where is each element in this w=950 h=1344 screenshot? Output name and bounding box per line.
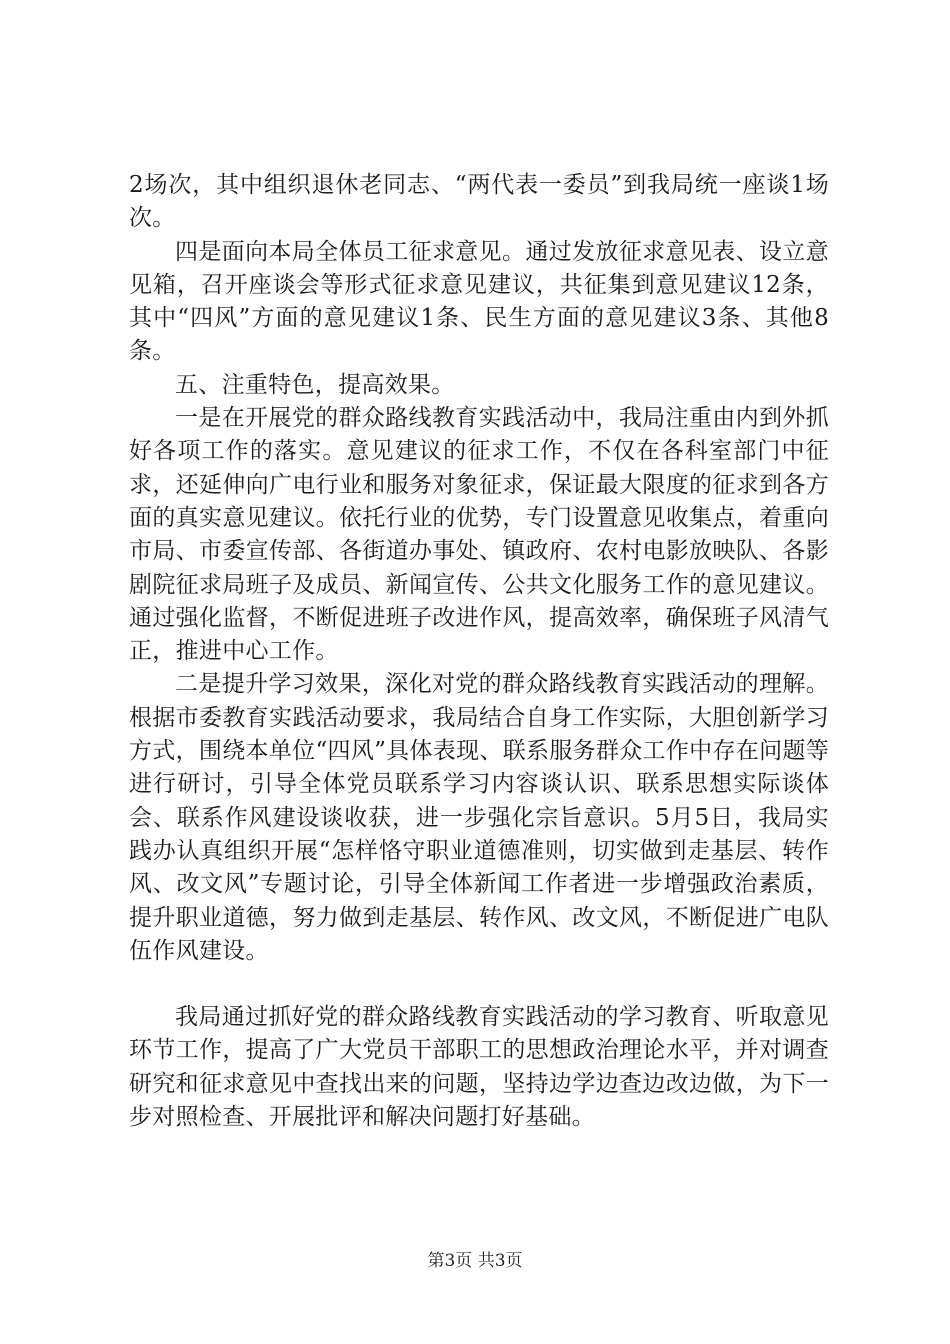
document-body — [129, 169, 829, 1134]
paragraph-point-two: 二是提升学习效果，深化对党的群众路线教育实践活动的理解。根据市委教育实践活动要求，我局结合自身工作实际，大胆创新学习方式，围绕本单位“四风”具体表现、联系服务群众工作中存在问题等进行研讨，引导全体党员联系学习内容谈认识、联系思想实际谈体会、联系作风建设谈收获，进一步强化宗旨意识。5月5日，我局实践办认真组织开展“怎样恪守职业道德准则，切实做到走基层、转作风、改文风”专题讨论，引导全体新闻工作者进一步增强政治素质，提升职业道德，努力做到走基层、转作风、改文风，不断促进广电队伍作风建设。 — [129, 671, 829, 964]
page-footer — [0, 1249, 950, 1273]
paragraph-continuation: 2场次，其中组织退休老同志、“两代表一委员”到我局统一座谈1场次。 — [129, 172, 829, 232]
paragraph-point-one: 一是在开展党的群众路线教育实践活动中，我局注重由内到外抓好各项工作的落实。意见建议的征求工作，不仅在各科室部门中征求，还延伸向广电行业和服务对象征求，保证最大限度的征求到各方面的真实意见建议。依托行业的优势，专门设置意见收集点，着重向市局、市委宣传部、各街道办事处、镇政府、农村电影放映队、各影剧院征求局班子及成员、新闻宣传、公共文化服务工作的意见建议。通过强化监督，不断促进班子改进作风，提高效率，确保班子风清气正，推进中心工作。 — [129, 405, 829, 665]
section-heading-five: 五、注重特色，提高效果。 — [175, 371, 455, 398]
page-number-label: 第3页 共3页 — [427, 1251, 523, 1271]
paragraph-conclusion: 我局通过抓好党的群众路线教育实践活动的学习教育、听取意见环节工作，提高了广大党员干部职工的思想政治理论水平，并对调查研究和征求意见中查找出来的问题，坚持边学边查边改边做，为下一步对照检查、开展批评和解决问题打好基础。 — [129, 1004, 829, 1131]
paragraph-spacer — [129, 968, 829, 1001]
paragraph-item-four: 四是面向本局全体员工征求意见。通过发放征求意见表、设立意见箱，召开座谈会等形式征求意见建议，共征集到意见建议12条，其中“四风”方面的意见建议1条、民生方面的意见建议3条、其他8条。 — [129, 238, 829, 365]
